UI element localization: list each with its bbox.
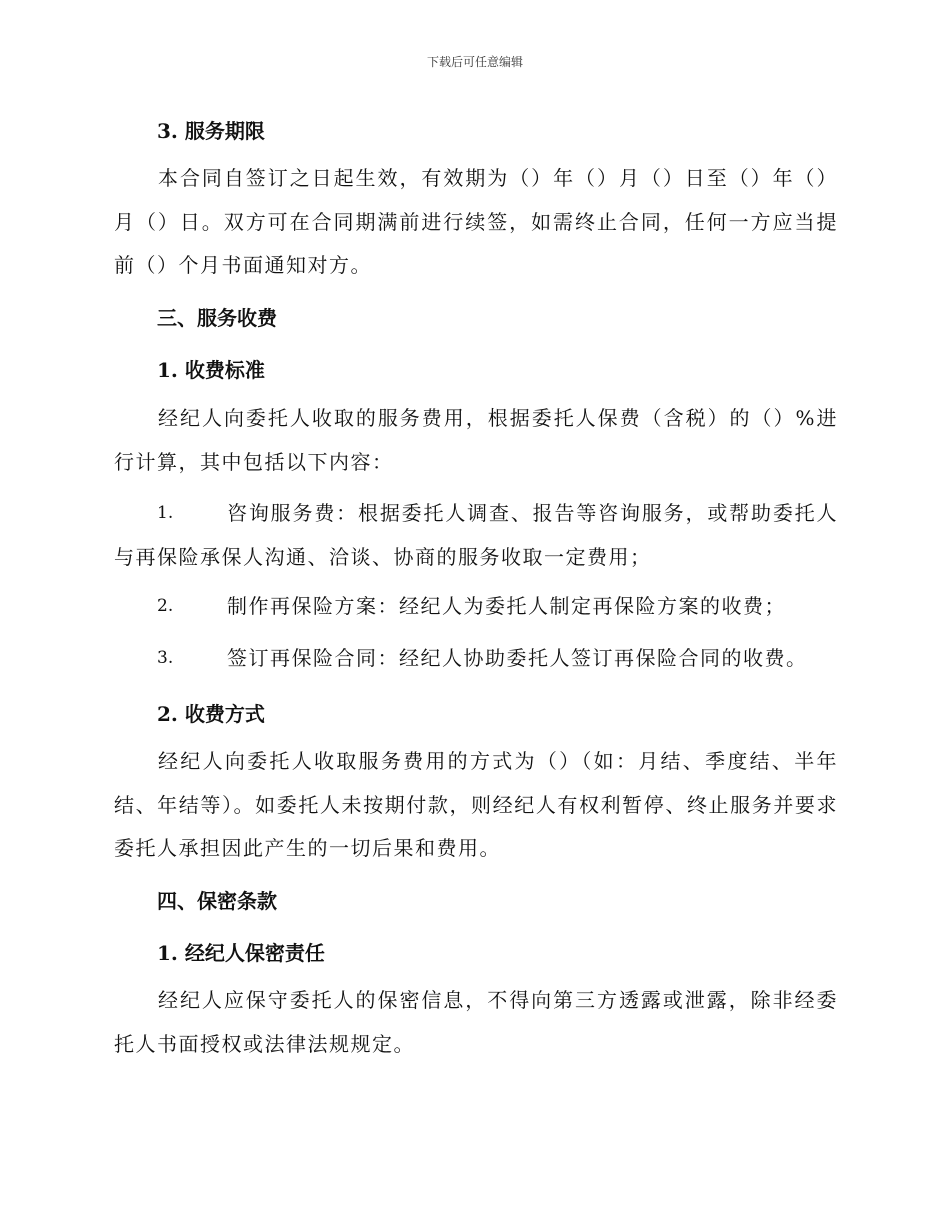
paragraph-broker-confidentiality: 经纪人应保守委托人的保密信息，不得向第三方透露或泄露，除非经委托人书面授权或法律法规规定。 bbox=[114, 988, 838, 1056]
list-item-text: 签订再保险合同：经纪人协助委托人签订再保险合同的收费。 bbox=[227, 646, 808, 670]
paragraph-fee-standard: 经纪人向委托人收取的服务费用，根据委托人保费（含税）的（）%进行计算，其中包括以下内容： bbox=[114, 406, 838, 474]
section-heading-service-term: 3. 服务期限 bbox=[157, 119, 265, 143]
list-item-number: 3. bbox=[157, 648, 174, 668]
list-item-text: 咨询服务费：根据委托人调查、报告等咨询服务，或帮助委托人与再保险承保人沟通、洽谈、协商的服务收取一定费用； bbox=[114, 501, 838, 569]
list-item-number: 1. bbox=[157, 503, 174, 523]
paragraph-fee-method: 经纪人向委托人收取服务费用的方式为（）（如：月结、季度结、半年结、年结等）。如委托人未按期付款，则经纪人有权利暂停、终止服务并要求委托人承担因此产生的一切后果和费用。 bbox=[114, 749, 838, 860]
paragraph-service-term: 本合同自签订之日起生效，有效期为（）年（）月（）日至（）年（）月（）日。双方可在合同期满前进行续签，如需终止合同，任何一方应当提前（）个月书面通知对方。 bbox=[114, 166, 838, 277]
chapter-heading-confidentiality: 四、保密条款 bbox=[157, 889, 277, 913]
chapter-heading-service-fee: 三、服务收费 bbox=[157, 306, 277, 330]
section-heading-broker-confidentiality: 1. 经纪人保密责任 bbox=[157, 941, 325, 965]
list-item-number: 2. bbox=[157, 596, 174, 616]
list-item-text: 制作再保险方案：经纪人为委托人制定再保险方案的收费； bbox=[227, 594, 786, 618]
page-header: 下载后可任意编辑 bbox=[426, 55, 523, 69]
section-heading-fee-standard: 1. 收费标准 bbox=[157, 358, 265, 382]
section-heading-fee-method: 2. 收费方式 bbox=[157, 702, 265, 726]
